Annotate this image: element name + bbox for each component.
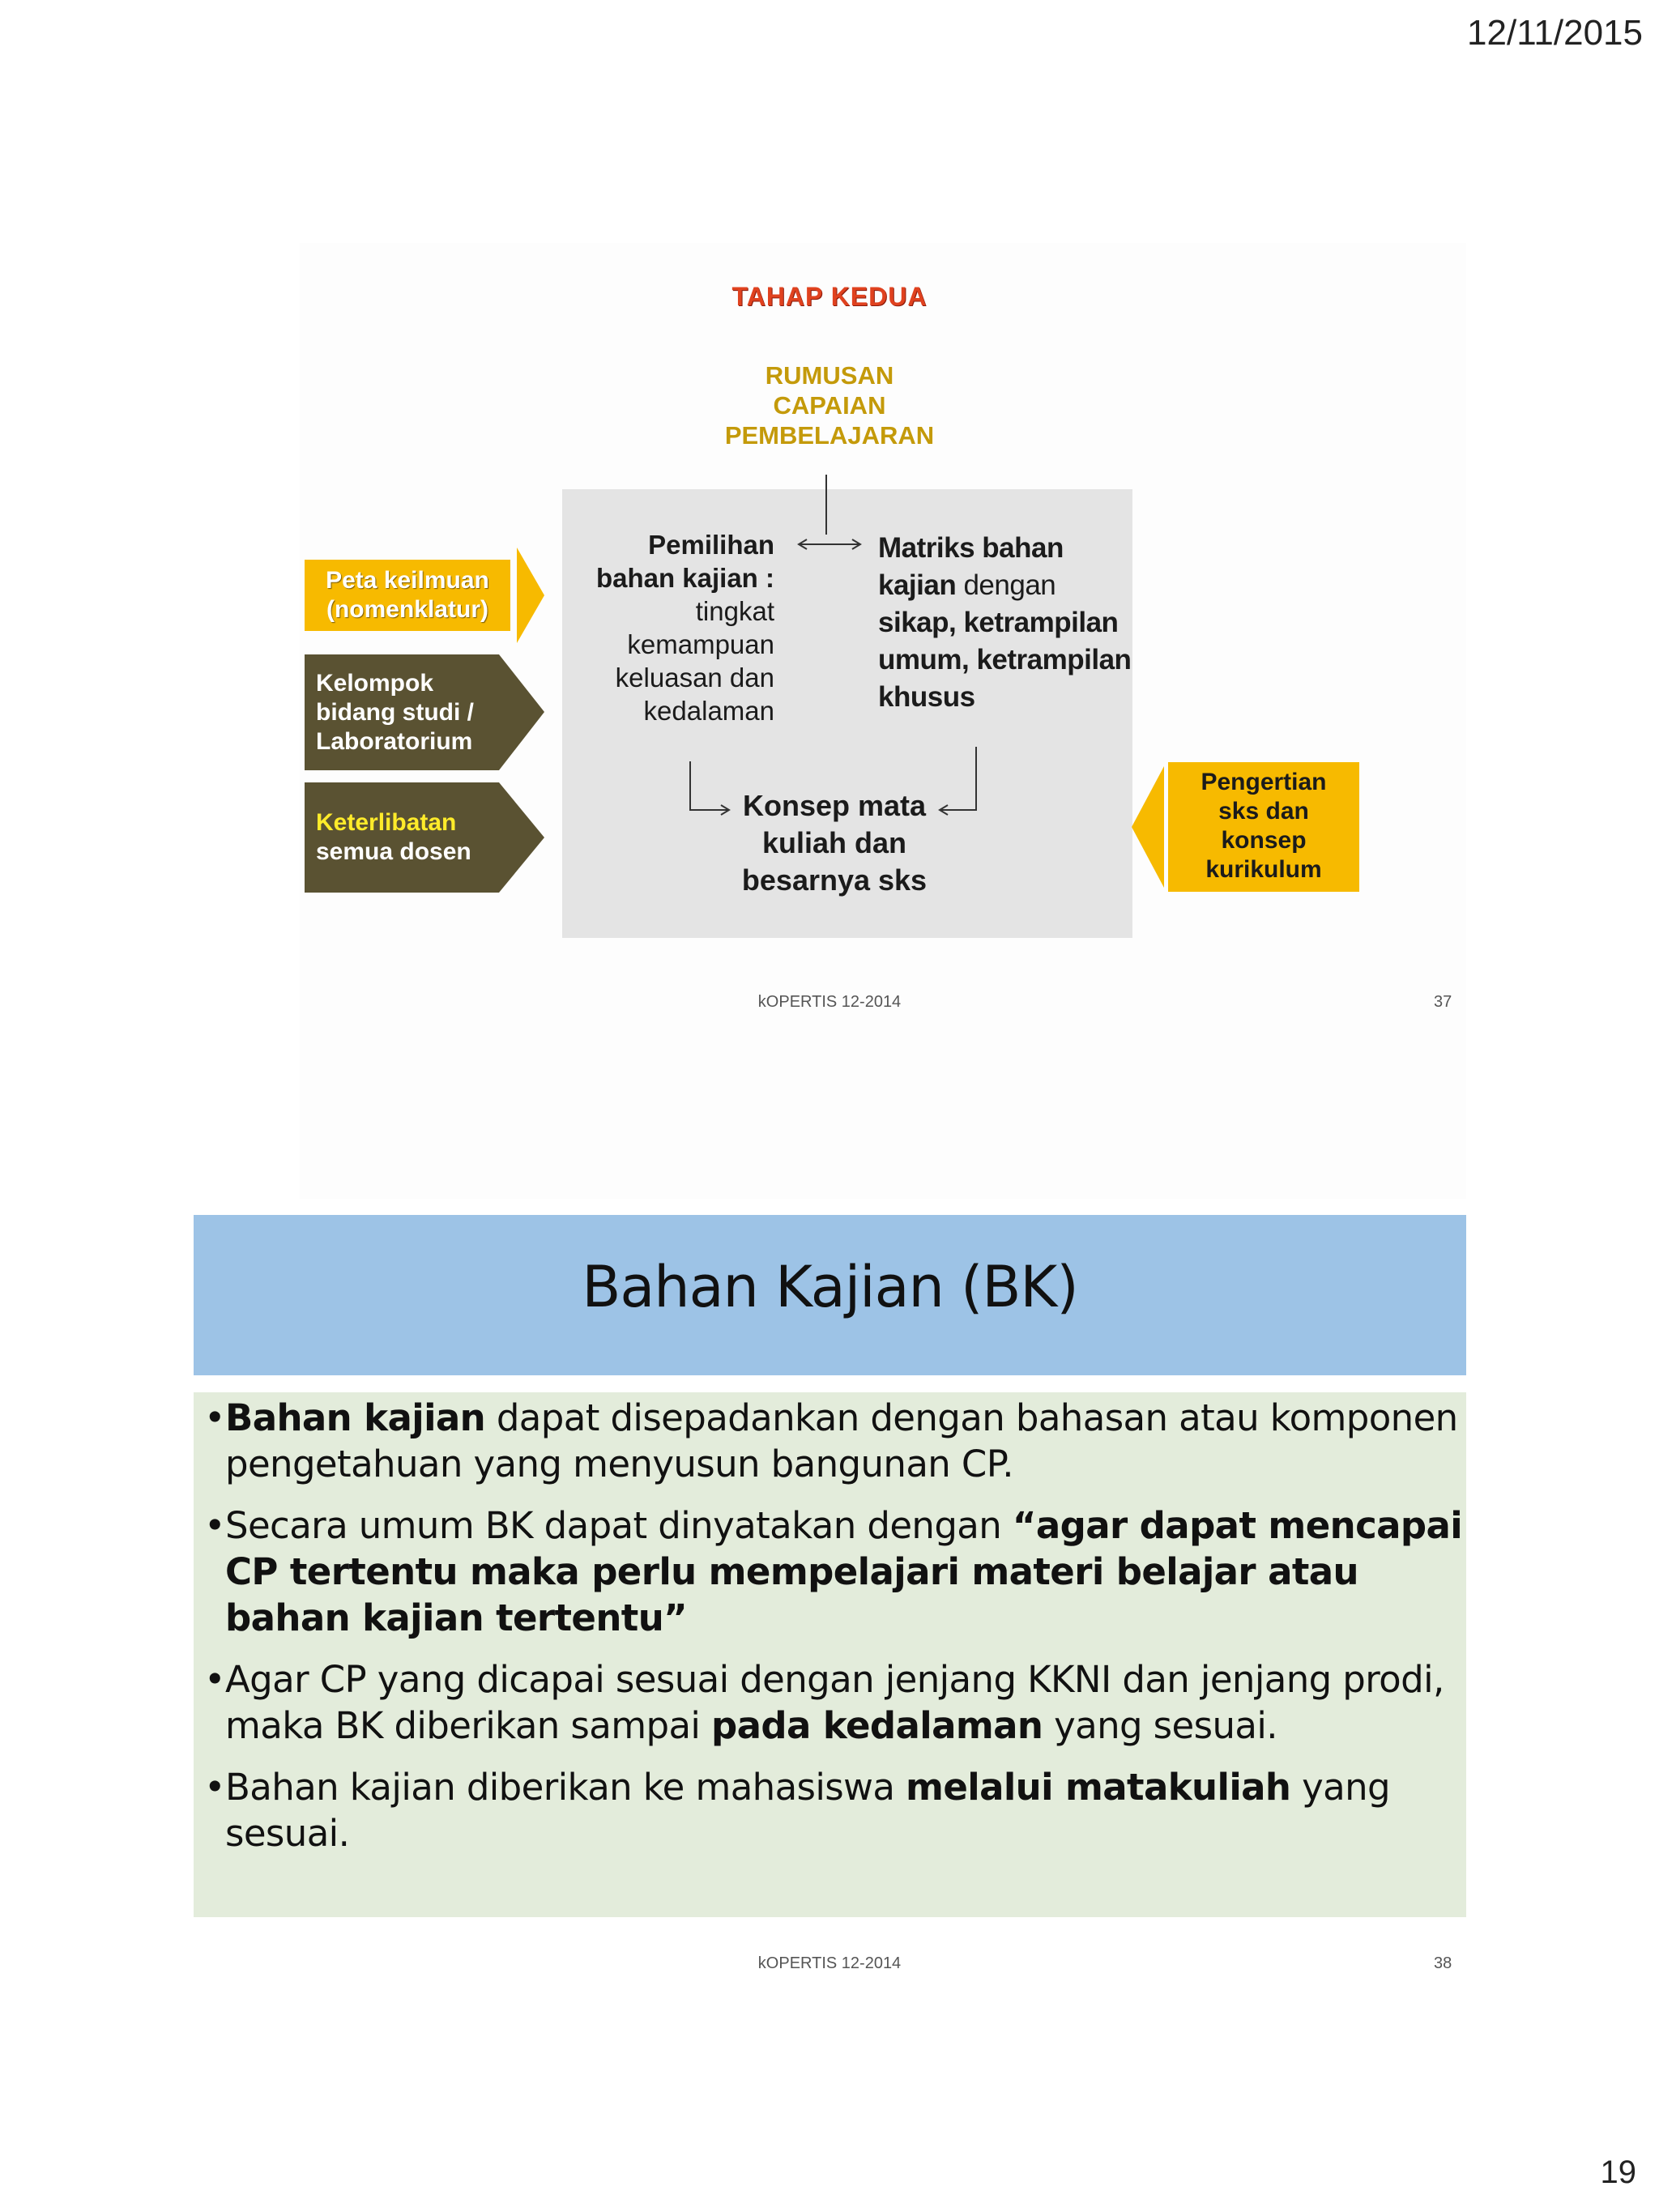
bullet-item [203, 1656, 1466, 1749]
keterlibatan-line: Keterlibatan [316, 809, 457, 836]
slide-footer: kOPERTIS 12-2014 [757, 1954, 902, 1972]
pemilihan-text [567, 528, 774, 727]
rumusan-line: CAPAIAN [773, 391, 886, 420]
keterlibatan-text [316, 808, 471, 867]
konsep-line: kuliah dan [761, 826, 907, 859]
kelompok-line: Kelompok [316, 670, 434, 697]
pengertian-line: kurikulum [1205, 856, 1322, 883]
kelompok-line: bidang studi / [316, 699, 474, 726]
konsep-line: Konsep mata [742, 789, 927, 822]
bullet-bold: melalui matakuliah [906, 1766, 1291, 1809]
pemilihan-line: kemampuan [627, 629, 774, 659]
rumusan-line: RUMUSAN [765, 361, 894, 390]
keterlibatan-line: semua dosen [316, 838, 471, 865]
pemilihan-bold-line: bahan kajian : [595, 563, 774, 593]
bullet-text: yang sesuai. [1043, 1704, 1277, 1747]
konsep-text [729, 787, 940, 899]
matriks-normal: dengan [956, 569, 1056, 601]
matriks-line: Matriks bahan [878, 532, 1064, 564]
bullet-bold: pada kedalaman [711, 1704, 1043, 1747]
document-date: 12/11/2015 [1467, 13, 1643, 53]
bullet-list [203, 1395, 1466, 1872]
matriks-text [878, 530, 1145, 716]
pengertian-line: Pengertian [1201, 769, 1327, 795]
peta-line: (nomenklatur) [326, 596, 488, 623]
peta-arrow-icon [515, 548, 546, 643]
bullet-item [203, 1395, 1466, 1487]
matriks-line: sikap, ketrampilan [878, 607, 1119, 638]
matriks-line [878, 567, 1145, 604]
slide-title: Bahan Kajian (BK) [582, 1254, 1078, 1320]
konsep-line: besarnya sks [741, 863, 928, 897]
pengertian-line: sks dan [1218, 798, 1309, 825]
bullet-bold: Bahan kajian [225, 1396, 486, 1439]
slide-number: 37 [1434, 993, 1452, 1011]
kelompok-line: Laboratorium [316, 728, 473, 755]
pemilihan-bold-line: Pemilihan [648, 530, 774, 560]
rumusan-line: PEMBELAJARAN [724, 421, 935, 450]
matriks-bold: kajian [878, 569, 957, 601]
pemilihan-line: kedalaman [643, 696, 774, 726]
pemilihan-line: keluasan dan [615, 663, 774, 693]
pengertian-line: konsep [1221, 827, 1307, 854]
bullet-text: yang sesuai. [225, 1766, 1390, 1855]
bullet-text: dapat disepadankan dengan bahasan atau komponen pengetahuan yang menyusun bangunan CP. [225, 1396, 1458, 1485]
slide-number: 38 [1434, 1954, 1452, 1972]
peta-line: Peta keilmuan [326, 567, 489, 594]
page-number: 19 [1600, 2154, 1636, 2190]
pengertian-arrow-icon [1130, 766, 1166, 888]
bullet-text: Bahan kajian diberikan ke mahasiswa [225, 1766, 906, 1809]
matriks-line: umum, ketrampilan [878, 644, 1132, 676]
bullet-text: Secara umum BK dapat dinyatakan dengan [225, 1504, 1013, 1547]
right-elbow-connector [941, 747, 976, 810]
matriks-line: khusus [878, 681, 975, 713]
kelompok-text [316, 669, 474, 757]
left-elbow-connector [690, 761, 727, 810]
bullet-bold: “agar dapat mencapai CP tertentu maka perlu mempelajari materi belajar atau bahan kajian tertentu” [225, 1504, 1463, 1639]
bullet-item [203, 1764, 1466, 1856]
bullet-item [203, 1502, 1466, 1641]
peta-keilmuan-box [305, 560, 510, 631]
pengertian-box [1168, 762, 1359, 892]
slide-title: TAHAP KEDUA [731, 282, 928, 311]
slide-footer: kOPERTIS 12-2014 [757, 993, 902, 1011]
bullet-text: Agar CP yang dicapai sesuai dengan jenjang KKNI dan jenjang prodi, maka BK diberikan sampai [225, 1658, 1444, 1747]
pemilihan-line: tingkat [695, 596, 774, 626]
